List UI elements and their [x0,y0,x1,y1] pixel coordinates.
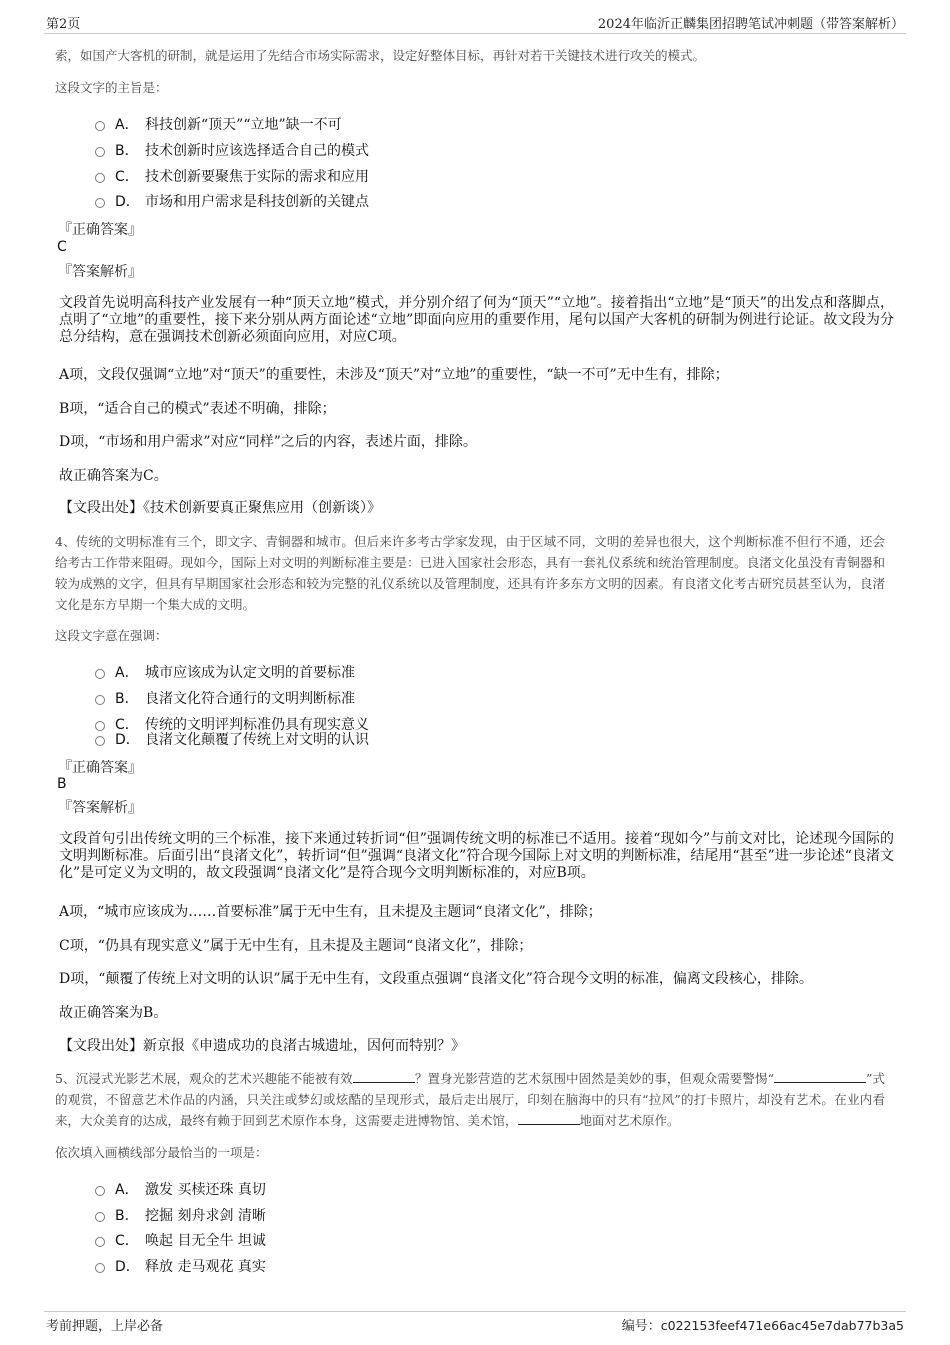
footer-code: 编号：c022153feef471e66ac45e7dab77b3a5 [621,1318,904,1334]
document-title: 2024年临沂正麟集团招聘笔试冲刺题（带答案解析） [597,17,904,32]
q3-analysis-a: A项，文段仅强调“立地”对“顶天”的重要性，未涉及“顶天”对“立地”的重要性，“缺一不可”无中生有，排除； [59,367,729,383]
radio-icon[interactable] [95,1186,105,1196]
radio-icon[interactable] [95,121,105,131]
q4-analysis-d: D项，“颠覆了传统上对文明的认识”属于无中生有，文段重点强调“良渚文化”符合现今文明的标准，偏离文段核心，排除。 [59,971,813,987]
footer-rule [44,1311,906,1312]
radio-icon[interactable] [95,173,105,183]
q4-analysis-c: C项，“仍具有现实意义”属于无中生有，且未提及主题词“良渚文化”，排除； [59,938,533,954]
q3-option-a[interactable]: A． 科技创新“顶天”“立地”缺一不可 [95,114,342,134]
page-number: 第2页 [46,17,81,32]
radio-icon[interactable] [95,1263,105,1273]
q5-option-d[interactable]: D． 释放 走马观花 真实 [95,1256,266,1276]
q4-option-d[interactable]: D． 良渚文化颠覆了传统上对文明的认识 [95,729,369,749]
q3-option-c[interactable]: C． 技术创新要聚焦于实际的需求和应用 [95,166,369,186]
q4-answer: B [57,776,67,792]
radio-icon[interactable] [95,198,105,208]
radio-icon[interactable] [95,695,105,705]
q5-option-b[interactable]: B． 挖掘 刻舟求剑 清晰 [95,1205,266,1225]
q4-analysis-a: A项，“城市应该成为……首要标准”属于无中生有，且未提及主题词“良渚文化”，排除； [59,904,602,920]
q4-analysis: 文段首句引出传统文明的三个标准，接下来通过转折词“但”强调传统文明的标准已不适用。接着“现如今”与前文对比，论述现今国际的文明判断标准。后面引出“良渚文化”，转折词“但”强调“良渚文化”符合现今国际上对文明的判断标准，结尾用“甚至”进一步论述“良渚文化”是可定义为文明的，故文段强调“良渚文化”是符合现今文明判断标准的，对应B项。 [59,831,894,881]
q4-prompt: 这段文字意在强调： [55,628,168,643]
q3-option-b[interactable]: B． 技术创新时应该选择适合自己的模式 [95,140,369,160]
q4-option-b[interactable]: B． 良渚文化符合通行的文明判断标准 [95,688,355,708]
q4-conclusion: 故正确答案为B。 [59,1005,168,1021]
radio-icon[interactable] [95,669,105,679]
footer-slogan: 考前押题，上岸必备 [46,1319,164,1334]
q3-analysis-b: B项，“适合自己的模式”表述不明确，排除； [59,401,336,417]
q3-answer: C [57,239,67,255]
q4-source: 【文段出处】新京报《申遗成功的良渚古城遗址，因何而特别？》 [59,1038,465,1054]
radio-icon[interactable] [95,147,105,157]
q3-option-d[interactable]: D． 市场和用户需求是科技创新的关键点 [95,191,369,211]
q5-option-c[interactable]: C． 唤起 目无全牛 坦诚 [95,1230,266,1250]
q3-source: 【文段出处】《技术创新要真正聚焦应用（创新谈）》 [59,500,381,516]
q4-answer-label: 『正确答案』 [58,760,142,776]
q5-stem: 5、沉浸式光影艺术展，观众的艺术兴趣能不能被有效 ？置身光影营造的艺术氛围中固然是美妙的事，但观众需要警惕“ ”式的观赏，不留意艺术作品的内涵，只关注或梦幻或炫酷的呈现形式，最后走出展厅，印刻在脑海中的只有“拉风”的打卡照片，却没有艺术。在业内看来，大众美育的达成，最终有赖于回到艺术原作本身，这需要走进博物馆、美术馆， 地面对艺术原作。 [55,1071,885,1128]
q3-analysis: 文段首先说明高科技产业发展有一种“顶天立地”模式，并分别介绍了何为“顶天”“立地”。接着指出“立地”是“顶天”的出发点和落脚点，点明了“立地”的重要性，接下来分别从两方面论述“立地”即面向应用的重要作用，尾句以国产大客机的研制为例进行论证。故文段为分总分结构，意在强调技术创新必须面向应用，对应C项。 [59,295,894,345]
q4-option-c[interactable]: C． 传统的文明评判标准仍具有现实意义 [95,714,369,734]
q3-prompt: 这段文字的主旨是： [55,80,168,95]
q3-conclusion: 故正确答案为C。 [59,468,168,484]
radio-icon[interactable] [95,1212,105,1222]
q5-option-a[interactable]: A． 激发 买椟还珠 真切 [95,1179,266,1199]
blank-2 [774,1071,866,1083]
q5-prompt: 依次填入画横线部分最恰当的一项是： [55,1145,268,1160]
q4-analysis-label: 『答案解析』 [58,800,142,816]
q3-analysis-label: 『答案解析』 [58,264,142,280]
q3-analysis-d: D项，“市场和用户需求”对应“同样”之后的内容，表述片面，排除。 [59,434,477,450]
radio-icon[interactable] [95,1237,105,1247]
blank-1 [353,1071,415,1083]
q3-stem-tail: 索，如国产大客机的研制，就是运用了先结合市场实际需求，设定好整体目标，再针对若干关键技术进行攻关的模式。 [55,48,706,63]
q4-option-a[interactable]: A． 城市应该成为认定文明的首要标准 [95,662,355,682]
q3-answer-label: 『正确答案』 [58,222,142,238]
q4-stem: 4、传统的文明标准有三个，即文字、青铜器和城市。但后来许多考古学家发现，由于区域不同，文明的差异也很大，这个判断标准不但行不通，还会给考古工作带来阻碍。现如今，国际上对文明的判断标准主要是：已进入国家社会形态，具有一套礼仪系统和统治管理制度。良渚文化虽没有青铜器和较为成熟的文字，但具有早期国家社会形态和较为完整的礼仪系统以及管理制度，还具有许多东方文明的因素。有良渚文化考古研究员甚至认为，良渚文化是东方早期一个集大成的文明。 [55,534,885,612]
radio-icon[interactable] [95,736,105,746]
blank-3 [518,1113,580,1125]
header-rule [44,33,906,34]
